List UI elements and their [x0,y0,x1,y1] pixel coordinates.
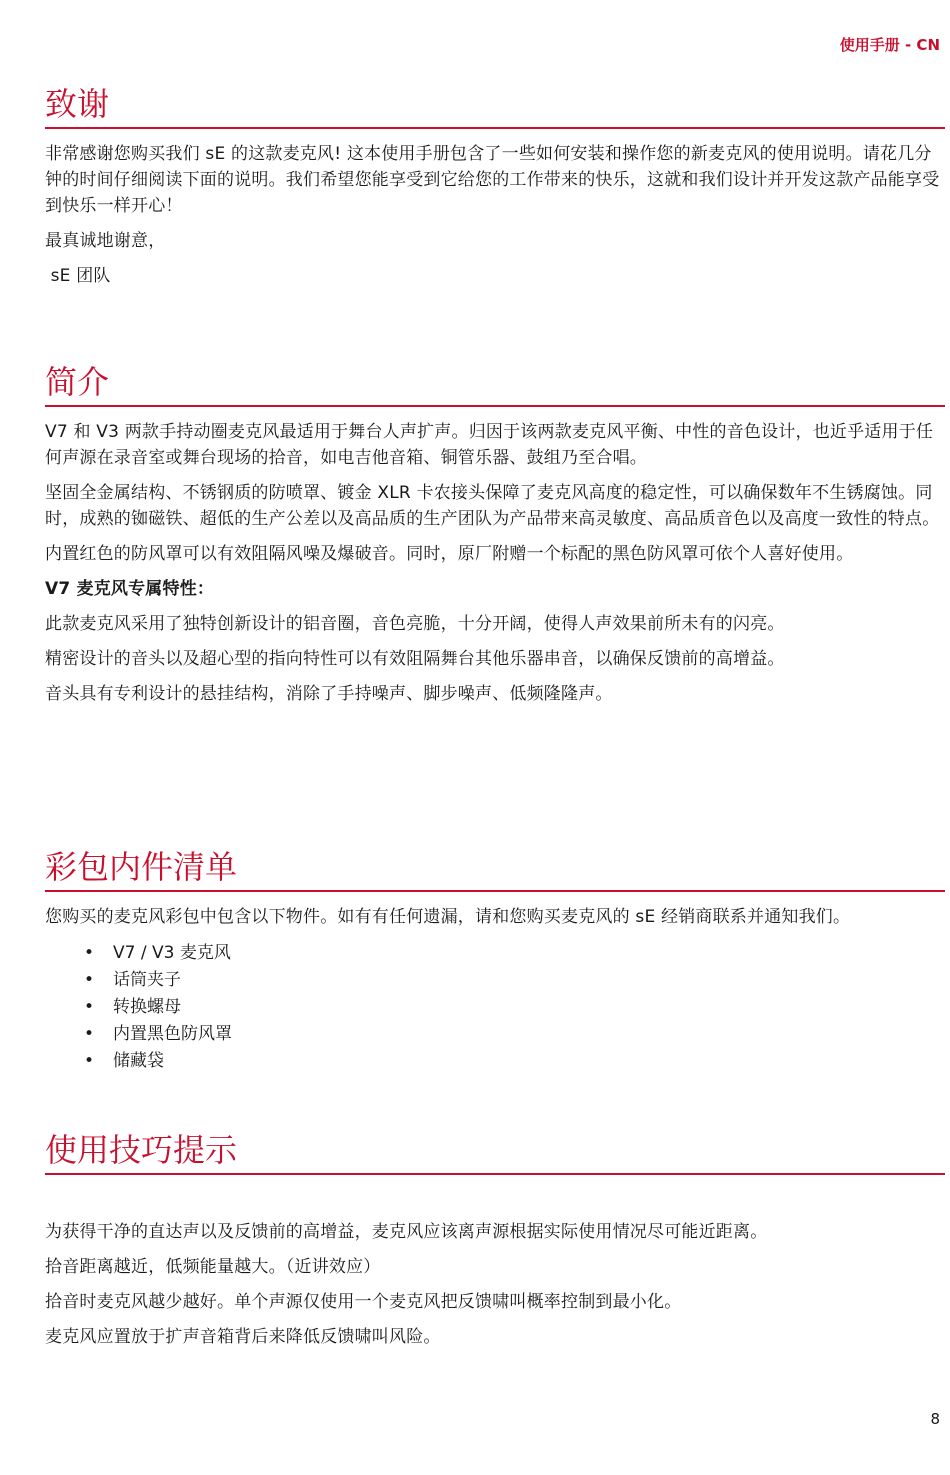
tip-item: 拾音时麦克风越少越好。单个声源仅使用一个麦克风把反馈啸叫概率控制到最小化。 [45,1292,682,1312]
intro-paragraph: 内置红色的防风罩可以有效阻隔风噪及爆破音。同时，原厂附赠一个标配的黑色防风罩可依个人喜好使用。 [45,544,854,564]
list-item: • 转换螺母 [45,994,945,1021]
section-title-package: 彩包内件清单 [45,845,945,892]
feature-item: 音头具有专利设计的悬挂结构，消除了手持噪声、脚步噪声、低频隆隆声。 [45,684,613,704]
list-item: • V7 / V3 麦克风 [45,940,945,967]
tip-item: 为获得干净的直达声以及反馈前的高增益，麦克风应该离声源根据实际使用情况尽可能近距离。 [45,1222,768,1242]
feature-item: 精密设计的音头以及超心型的指向特性可以有效阻隔舞台其他乐器串音，以确保反馈前的高增益。 [45,649,785,669]
list-item: • 内置黑色防风罩 [45,1021,945,1048]
section-title-thanks: 致谢 [45,82,945,129]
list-item: • 储藏袋 [45,1048,945,1075]
feature-item: 此款麦克风采用了独特创新设计的铝音圈，音色亮脆，十分开阔，使得人声效果前所未有的闪亮。 [45,614,785,634]
thanks-paragraph: 非常感谢您购买我们 sE 的这款麦克风! 这本使用手册包含了一些如何安装和操作您的新麦克风的使用说明。请花几分钟的时间仔细阅读下面的说明。我们希望您能享受到它给您的工作带来的快乐，这就和我们设计并开发这款产品能享受到快乐一样开心！ [45,144,940,216]
thanks-closing: 最真诚地谢意， [45,231,166,251]
tip-item: 麦克风应置放于扩声音箱背后来降低反馈啸叫风险。 [45,1327,441,1347]
section-thanks [45,82,945,289]
manual-language-label: 使用手册 - CN [839,36,940,54]
intro-paragraph: V7 和 V3 两款手持动圈麦克风最适用于舞台人声扩声。归因于该两款麦克风平衡、中性的音色设计，也近乎适用于任何声源在录音室或舞台现场的拾音，如电吉他音箱、铜管乐器、鼓组乃至合唱。 [45,422,934,468]
features-heading: V7 麦克风专属特性： [45,579,215,599]
section-tips [45,1128,945,1350]
list-item: • 话筒夹子 [45,967,945,994]
thanks-signature: sE 团队 [45,266,111,286]
intro-paragraph: 坚固全金属结构、不锈钢质的防喷罩、镀金 XLR 卡农接头保障了麦克风高度的稳定性，可以确保数年不生锈腐蚀。同时，成熟的铷磁铁、超低的生产公差以及高品质的生产团队为产品带来高灵敏度、高品质音色以及高度一致性的特点。 [45,483,940,529]
section-package [45,845,945,1075]
section-title-intro: 简介 [45,360,945,407]
package-intro: 您购买的麦克风彩包中包含以下物件。如有有任何遗漏，请和您购买麦克风的 sE 经销商联系并通知我们。 [45,907,851,927]
section-title-tips: 使用技巧提示 [45,1128,945,1175]
tip-item: 拾音距离越近，低频能量越大。（近讲效应） [45,1257,381,1277]
section-intro [45,360,945,707]
page-number: 8 [930,1410,940,1428]
package-list [45,940,945,1075]
